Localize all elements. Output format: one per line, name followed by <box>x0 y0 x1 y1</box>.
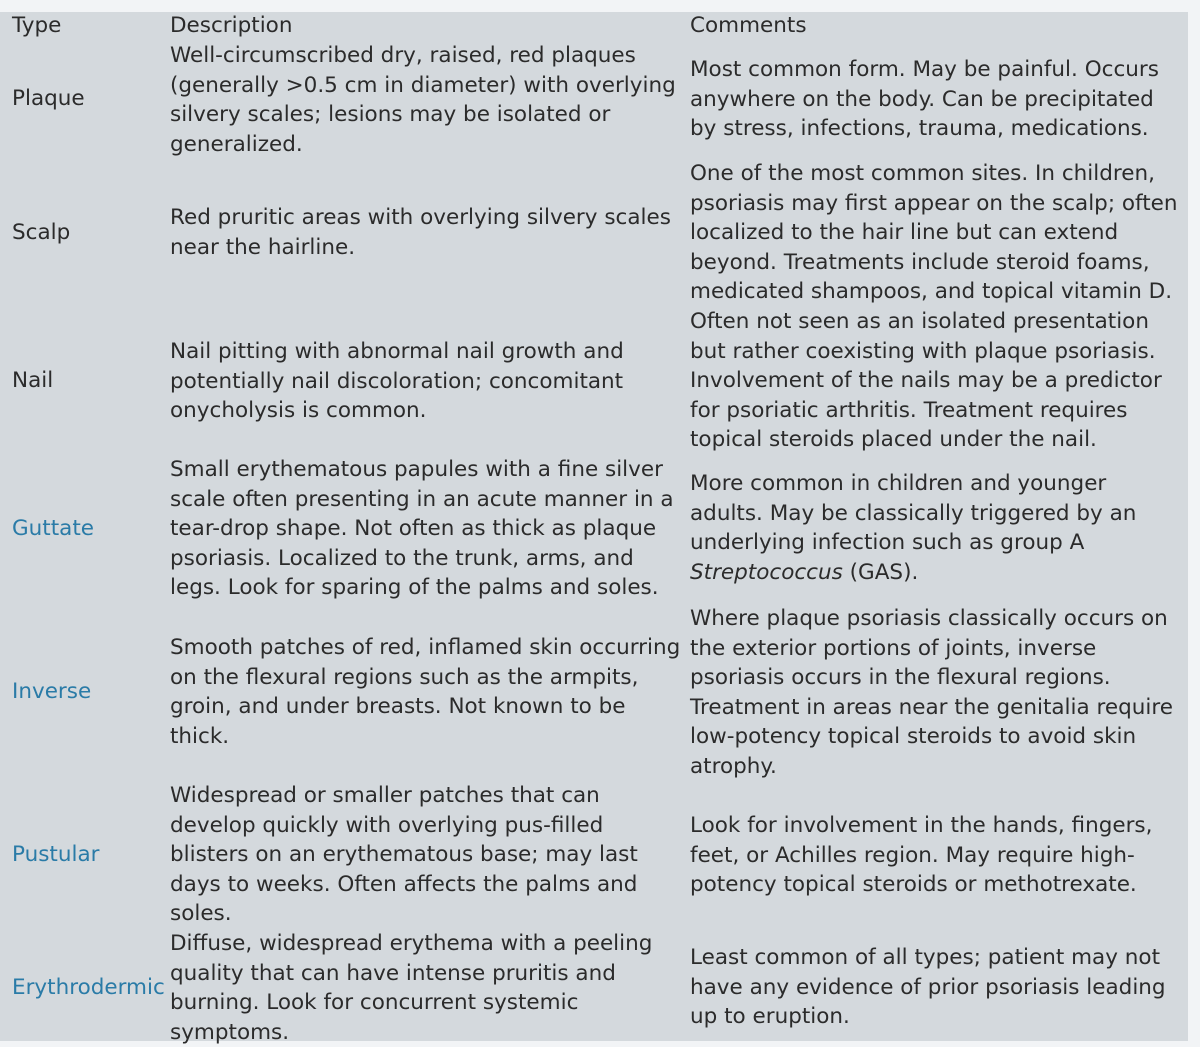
text-line: psoriasis occurs in the flexural regions. <box>690 665 1111 691</box>
text-line: Smooth patches of red, inflamed skin occurring <box>170 635 681 660</box>
text-line: psoriasis. Localized to the trunk, arms, and <box>170 545 634 571</box>
text-line: (generally >0.5 cm in diameter) with overlying <box>170 72 676 98</box>
text-line: up to eruption. <box>690 1004 850 1030</box>
text-line: adults. May be classically triggered by an <box>690 500 1137 526</box>
text-line: Diffuse, widespread erythema with a peeling <box>170 931 653 956</box>
text-line: scale often presenting in an acute manner in a <box>170 486 674 512</box>
text-line: More common in children and younger <box>690 471 1107 496</box>
text-line: topical steroids placed under the nail. <box>690 427 1097 453</box>
text-line: the exterior portions of joints, inverse <box>690 635 1097 661</box>
text-fragment: (GAS). <box>842 559 919 585</box>
text-line: Least common of all types; patient may not <box>690 945 1160 970</box>
text-line: quality that can have intense pruritis and <box>170 960 616 986</box>
text-line: atrophy. <box>690 753 777 779</box>
text-line: have any evidence of prior psoriasis leading <box>690 974 1166 1000</box>
type-guttate-link[interactable]: Guttate <box>12 516 94 541</box>
text-line: underlying infection such as group A <box>690 530 1085 556</box>
description-scalp <box>170 203 682 262</box>
text-line: Small erythematous papules with a fine silver <box>170 457 663 482</box>
text-line: on the flexural regions such as the armpits, <box>170 664 639 690</box>
text-line: develop quickly with overlying pus-filled <box>170 812 604 838</box>
description-guttate <box>170 455 682 603</box>
text-line: anywhere on the body. Can be precipitated <box>690 86 1154 112</box>
text-line: feet, or Achilles region. May require high- <box>690 842 1135 868</box>
comments-plaque <box>690 55 1182 144</box>
text-line: thick. <box>170 723 230 749</box>
text-line: Where plaque psoriasis classically occurs on <box>690 606 1168 631</box>
text-line: symptoms. <box>170 1019 290 1045</box>
text-line: medicated shampoos, and topical vitamin D. <box>690 279 1173 305</box>
text-line: Widespread or smaller patches that can <box>170 783 600 808</box>
comments-guttate <box>690 469 1182 587</box>
text-line: silvery scales; lesions may be isolated or <box>170 102 611 128</box>
text-line <box>690 558 1182 588</box>
comments-erythrodermic <box>690 943 1182 1032</box>
italic-organism-name: Streptococcus <box>690 559 843 585</box>
text-line: Treatment in areas near the genitalia require <box>690 694 1173 720</box>
text-line: legs. Look for sparing of the palms and soles. <box>170 575 659 601</box>
type-pustular-link[interactable]: Pustular <box>12 842 100 867</box>
text-line: Red pruritic areas with overlying silvery scales <box>170 205 671 230</box>
text-line: but rather coexisting with plaque psoriasis. <box>690 338 1156 364</box>
comments-pustular <box>690 811 1182 900</box>
description-nail <box>170 337 682 426</box>
text-line: blisters on an erythematous base; may last <box>170 842 638 868</box>
text-line: beyond. Treatments include steroid foams, <box>690 249 1150 275</box>
text-line: potency topical steroids or methotrexate. <box>690 872 1137 898</box>
text-line: Often not seen as an isolated presentation <box>690 309 1149 334</box>
type-inverse-link[interactable]: Inverse <box>12 679 92 704</box>
text-line: onycholysis is common. <box>170 398 427 424</box>
text-line: for psoriatic arthritis. Treatment requires <box>690 397 1128 423</box>
text-line: groin, and under breasts. Not known to be <box>170 694 626 720</box>
text-line: Nail pitting with abnormal nail growth and <box>170 339 624 364</box>
text-line: tear-drop shape. Not often as thick as plaque <box>170 516 657 542</box>
header-type: Type <box>12 13 62 38</box>
text-line: days to weeks. Often affects the palms and <box>170 871 638 897</box>
text-line: Well-circumscribed dry, raised, red plaques <box>170 43 636 68</box>
text-line: localized to the hair line but can extend <box>690 220 1119 246</box>
description-erythrodermic <box>170 929 682 1047</box>
text-line: One of the most common sites. In children, <box>690 161 1155 186</box>
header-comments: Comments <box>690 13 807 38</box>
text-line: potentially nail discoloration; concomitant <box>170 368 624 394</box>
description-inverse <box>170 633 682 751</box>
description-plaque <box>170 41 682 159</box>
text-line: by stress, infections, trauma, medications. <box>690 116 1149 142</box>
type-erythrodermic-link[interactable]: Erythrodermic <box>12 975 165 1000</box>
text-line: low-potency topical steroids to avoid skin <box>690 724 1137 750</box>
text-line: Most common form. May be painful. Occurs <box>690 57 1159 82</box>
text-line: Involvement of the nails may be a predictor <box>690 368 1162 394</box>
type-plaque: Plaque <box>12 86 85 111</box>
text-line: soles. <box>170 901 232 927</box>
comments-nail <box>690 307 1182 455</box>
type-scalp: Scalp <box>12 220 71 245</box>
header-description: Description <box>170 13 293 38</box>
comments-scalp <box>690 159 1182 307</box>
text-line: generalized. <box>170 131 303 157</box>
text-line: near the hairline. <box>170 234 356 260</box>
text-line: psoriasis may first appear on the scalp; often <box>690 190 1178 216</box>
text-line: Look for involvement in the hands, fingers, <box>690 813 1153 838</box>
type-nail: Nail <box>12 368 54 393</box>
text-line: burning. Look for concurrent systemic <box>170 990 579 1016</box>
comments-inverse <box>690 604 1182 782</box>
description-pustular <box>170 781 682 929</box>
